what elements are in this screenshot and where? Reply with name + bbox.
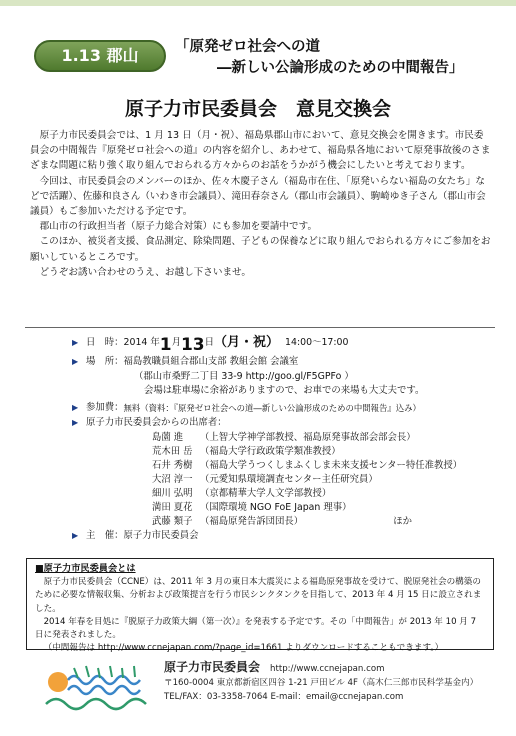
triangle-bullet-icon: ▶ — [72, 357, 79, 366]
date-city-badge: 1.13 郡山 — [34, 40, 166, 72]
fee-row — [72, 401, 502, 415]
place-note: 会場は駐車場に余裕がありますので、お車での来場も大丈夫です。 — [144, 385, 425, 396]
date-day: 13 — [180, 335, 205, 355]
place-label: 場 所： — [86, 356, 124, 367]
member-affiliation: （福島原発告訴団団長） — [200, 516, 304, 527]
footer-website-link[interactable]: http://www.ccnejapan.com — [270, 664, 385, 674]
event-title: 原子力市民委員会 意見交換会 — [124, 98, 391, 120]
member-name: 島薗 進 — [152, 432, 184, 443]
intro-text — [30, 128, 492, 280]
fee-label: 参加費： — [86, 402, 124, 413]
member-item — [152, 445, 502, 459]
member-item — [152, 459, 502, 473]
about-title: ■原子力市民委員会とは — [35, 563, 136, 574]
report-title-line2: ―新しい公論形成のための中間報告」 — [217, 60, 464, 76]
member-name: 満田 夏花 — [152, 502, 193, 513]
member-name: 大沼 淳一 — [152, 474, 193, 485]
members-row — [72, 416, 502, 430]
date-weekday: （月・祝） — [214, 335, 280, 350]
footer-contact: TEL/FAX：03-3358-7064 E-mail：email@ccnejapan.com — [164, 692, 404, 702]
date-label: 日 時： — [86, 337, 124, 348]
footer-address: 〒160-0004 東京都新宿区四谷 1-21 戸田ビル 4F（高木仁三郎市民科学基金内） — [164, 678, 479, 688]
member-name: 荒木田 岳 — [152, 446, 193, 457]
triangle-bullet-icon: ▶ — [72, 418, 79, 427]
host-text: 原子力市民委員会 — [123, 530, 199, 541]
date-month-unit: 月 — [171, 337, 181, 348]
host-label: 主 催： — [86, 530, 124, 541]
date-month: 1 — [159, 335, 172, 355]
member-name: 石井 秀樹 — [152, 460, 193, 471]
member-item — [152, 501, 502, 515]
members-label: 原子力市民委員会からの出席者： — [86, 417, 227, 428]
member-item — [152, 431, 502, 445]
about-paragraph: 原子力市民委員会（CCNE）は、2011 年 3 月の東日本大震災による福島原発事故を受けて、脱原発社会の構築のために必要な情報収集、分析および政策提言を行う市民シンクタンクを目指して、2013 年 4 月 15 日に設立されました。 — [35, 577, 482, 614]
member-affiliation: （元愛知県環境調査センター主任研究員） — [200, 474, 378, 485]
place-address: （郡山市桑野二丁目 33-9 http://goo.gl/F5GPFo ） — [134, 371, 354, 382]
about-box — [26, 558, 494, 654]
date-row — [72, 336, 502, 354]
fee-text: 無料（資料：『原発ゼロ社会への道―新しい公論形成のための中間報告』込み） — [123, 403, 421, 413]
members-etc: ほか — [393, 516, 412, 527]
member-affiliation: （上智大学神学部教授、福島原発事故部会部会長） — [200, 432, 416, 443]
triangle-bullet-icon: ▶ — [72, 403, 79, 412]
triangle-bullet-icon: ▶ — [72, 531, 79, 540]
members-list — [152, 431, 502, 529]
date-year: 2014 年 — [123, 337, 160, 348]
place-row — [72, 355, 502, 369]
footer — [40, 660, 500, 720]
about-paragraph: （中間報告は http://www.ccnejapan.com/?page_id=1661 よりダウンロードすることもできます。） — [43, 643, 444, 654]
report-title — [175, 37, 505, 79]
host-row — [72, 529, 502, 543]
place-name: 福島教職員組合郡山支部 教組会館 会議室 — [123, 356, 299, 367]
member-name: 武藤 類子 — [152, 516, 193, 527]
member-name: 細川 弘明 — [152, 488, 193, 499]
intro-paragraph: どうぞお誘い合わせのうえ、お越し下さいませ。 — [39, 266, 251, 278]
divider — [25, 327, 495, 328]
member-item — [152, 515, 502, 529]
intro-paragraph: 郡山市の行政担当者（原子力総合対策）にも参加を要請中です。 — [39, 221, 318, 233]
footer-org-name: 原子力市民委員会 — [164, 660, 261, 674]
member-affiliation: （国際環境 NGO FoE Japan 理事） — [200, 502, 352, 513]
event-details — [72, 336, 502, 544]
intro-paragraph: このほか、被災者支援、食品測定、除染問題、子どもの保養などに取り組んでおられる方々にご参加をお願いしているところです。 — [30, 236, 491, 263]
intro-paragraph: 今回は、市民委員会のメンバーのほか、佐々木慶子さん（福島市在住、「原発いらない福島の女たち」などで活躍）、佐藤和良さん（いわき市会議員）、滝田春奈さん（郡山市会議員）、駒崎ゆき子さん（郡山市会議員）もご参加いただける予定です。 — [30, 175, 486, 218]
member-item — [152, 487, 502, 501]
top-band — [0, 0, 516, 6]
member-item — [152, 473, 502, 487]
intro-paragraph: 原子力市民委員会では、1 月 13 日（月・祝）、福島県郡山市において、意見交換会を開きます。市民委員会の中間報告『原発ゼロ社会への道』の内容を紹介し、あわせて、福島県各地において原発事故後のさまざまな問題に粘り強く取り組んでおられる方々からのお話をうかがう機会にしたいと考えております。 — [30, 130, 491, 172]
triangle-bullet-icon: ▶ — [72, 338, 79, 347]
member-affiliation: （京都精華大学人文学部教授） — [200, 488, 332, 499]
about-paragraph: 2014 年春を目処に『脱原子力政策大綱（第一次）』を発表する予定です。その「中間報告」が 2013 年 10 月 7 日に発表されました。 — [35, 616, 477, 641]
member-affiliation: （福島大学行政政策学類准教授） — [200, 446, 341, 457]
report-title-line1: 「原発ゼロ社会への道 — [175, 39, 320, 55]
member-affiliation: （福島大学うつくしまふくしま未来支援センター特任准教授） — [200, 460, 463, 471]
date-time: 14:00～17:00 — [285, 337, 349, 348]
footer-text — [164, 660, 478, 704]
ccne-logo-icon — [40, 660, 158, 716]
date-day-unit: 日 — [204, 337, 215, 348]
